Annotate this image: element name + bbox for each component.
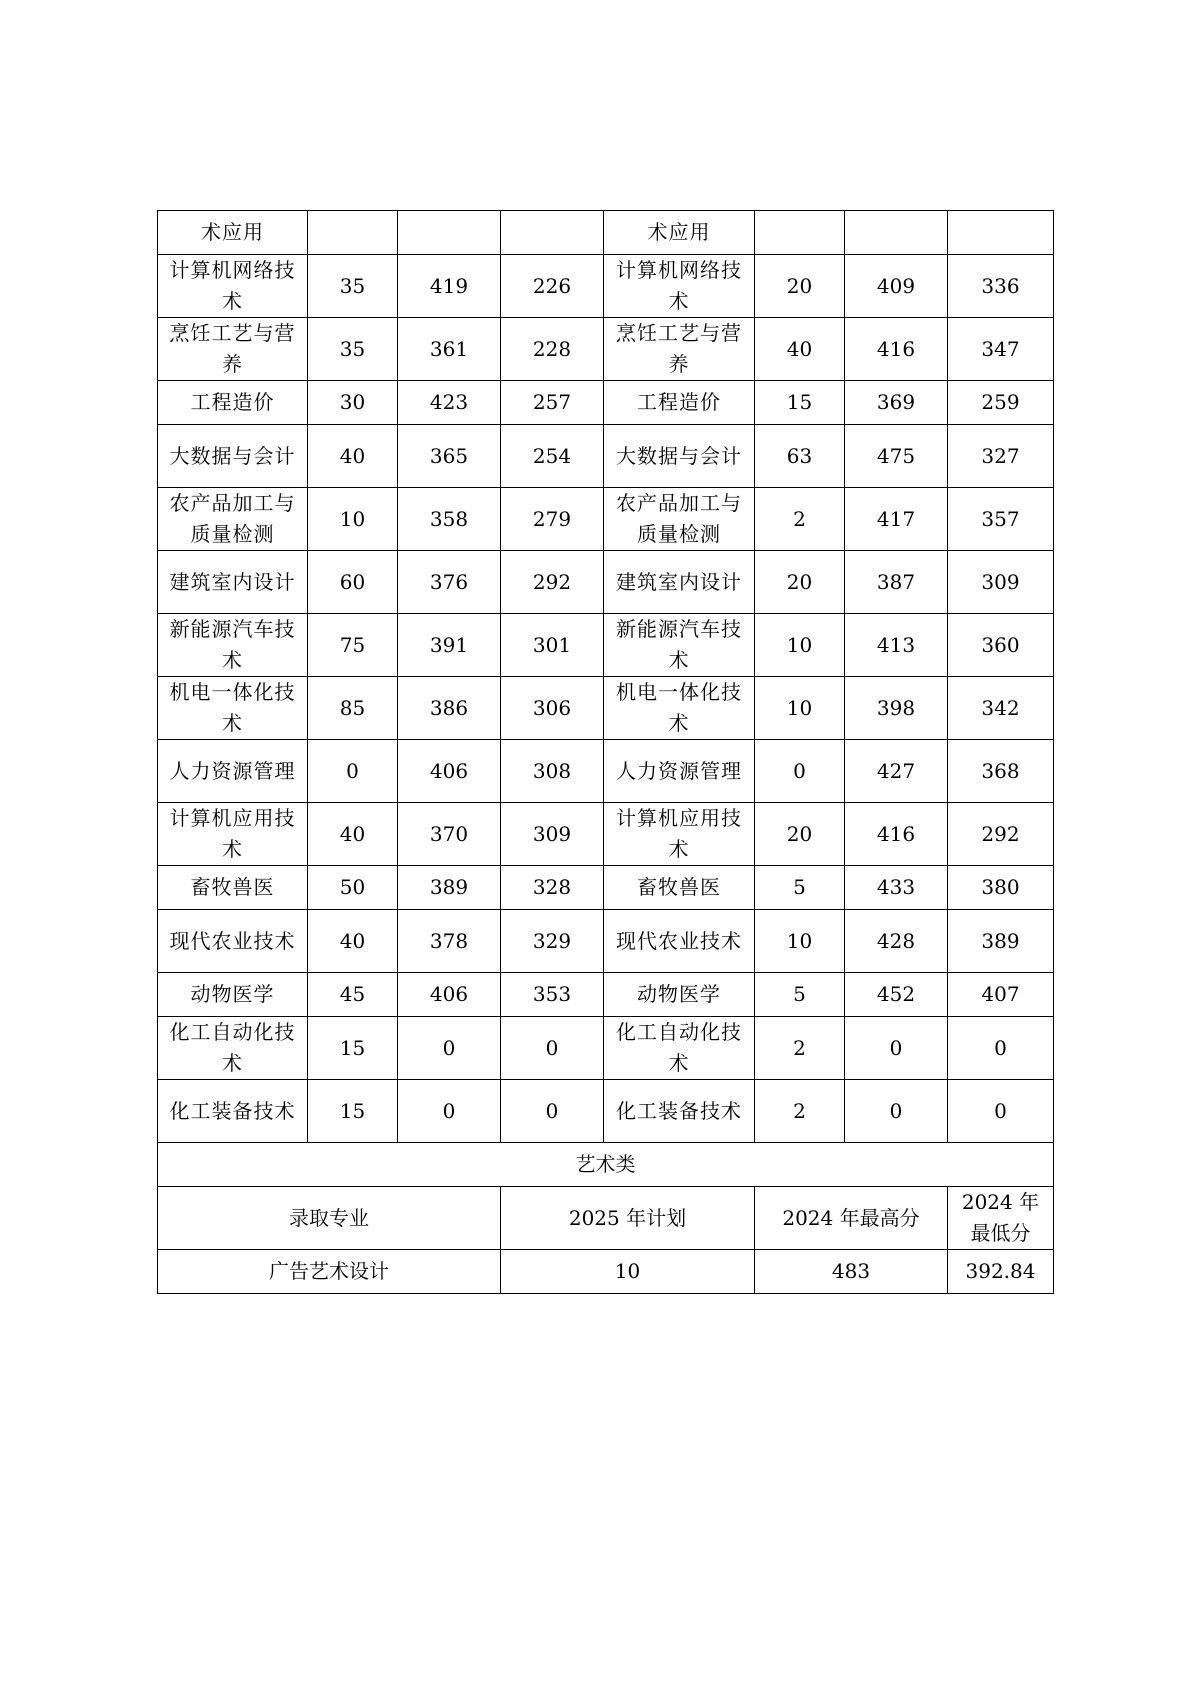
major-name-cell: 大数据与会计 <box>604 425 755 488</box>
plan-cell: 5 <box>755 866 845 910</box>
max-score-cell: 370 <box>398 803 501 866</box>
major-name-cell: 新能源汽车技术 <box>604 614 755 677</box>
major-name-cell: 畜牧兽医 <box>604 866 755 910</box>
max-score-cell: 378 <box>398 910 501 973</box>
plan-cell: 50 <box>308 866 398 910</box>
min-score-cell: 259 <box>948 381 1054 425</box>
plan-cell: 15 <box>308 1080 398 1143</box>
min-score-cell: 0 <box>501 1080 604 1143</box>
min-score-cell: 279 <box>501 488 604 551</box>
plan-cell: 75 <box>308 614 398 677</box>
plan-cell: 15 <box>755 381 845 425</box>
plan-cell: 40 <box>308 803 398 866</box>
min-score-cell: 292 <box>501 551 604 614</box>
min-score-cell: 368 <box>948 740 1054 803</box>
max-score-cell: 376 <box>398 551 501 614</box>
plan-cell: 2 <box>755 488 845 551</box>
table-row <box>158 677 1054 740</box>
max-score-cell: 398 <box>845 677 948 740</box>
major-name-cell: 建筑室内设计 <box>604 551 755 614</box>
min-score-cell: 357 <box>948 488 1054 551</box>
table-row <box>158 614 1054 677</box>
max-score-cell: 417 <box>845 488 948 551</box>
plan-cell <box>755 211 845 255</box>
plan-cell: 20 <box>755 255 845 318</box>
min-score-cell: 392.84 <box>948 1250 1054 1294</box>
max-score-cell: 427 <box>845 740 948 803</box>
table-row <box>158 866 1054 910</box>
plan-cell <box>308 211 398 255</box>
max-score-cell: 423 <box>398 381 501 425</box>
min-score-cell: 353 <box>501 973 604 1017</box>
max-score-cell: 419 <box>398 255 501 318</box>
max-score-cell: 433 <box>845 866 948 910</box>
header-max: 2024 年最高分 <box>755 1187 948 1250</box>
plan-cell: 30 <box>308 381 398 425</box>
max-score-cell: 413 <box>845 614 948 677</box>
table-row <box>158 910 1054 973</box>
plan-cell: 15 <box>308 1017 398 1080</box>
max-score-cell: 483 <box>755 1250 948 1294</box>
plan-cell: 35 <box>308 255 398 318</box>
table-row <box>158 318 1054 381</box>
table-row <box>158 1080 1054 1143</box>
min-score-cell: 254 <box>501 425 604 488</box>
major-name-cell: 工程造价 <box>158 381 308 425</box>
plan-cell: 10 <box>308 488 398 551</box>
major-name-cell: 建筑室内设计 <box>158 551 308 614</box>
major-name-cell: 术应用 <box>604 211 755 255</box>
admission-table-body <box>158 211 1054 1143</box>
min-score-cell <box>501 211 604 255</box>
major-name-cell: 广告艺术设计 <box>158 1250 501 1294</box>
max-score-cell: 416 <box>845 803 948 866</box>
header-row <box>158 1187 1054 1250</box>
max-score-cell: 365 <box>398 425 501 488</box>
major-name-cell: 计算机网络技术 <box>158 255 308 318</box>
major-name-cell: 术应用 <box>158 211 308 255</box>
plan-cell: 10 <box>755 910 845 973</box>
major-name-cell: 烹饪工艺与营养 <box>604 318 755 381</box>
major-name-cell: 农产品加工与质量检测 <box>604 488 755 551</box>
plan-cell: 10 <box>755 677 845 740</box>
header-plan: 2025 年计划 <box>501 1187 755 1250</box>
major-name-cell: 动物医学 <box>158 973 308 1017</box>
min-score-cell: 347 <box>948 318 1054 381</box>
major-name-cell: 大数据与会计 <box>158 425 308 488</box>
plan-cell: 5 <box>755 973 845 1017</box>
plan-cell: 63 <box>755 425 845 488</box>
major-name-cell: 人力资源管理 <box>604 740 755 803</box>
table-row <box>158 211 1054 255</box>
min-score-cell: 407 <box>948 973 1054 1017</box>
max-score-cell: 416 <box>845 318 948 381</box>
table-row <box>158 1250 1054 1294</box>
max-score-cell: 475 <box>845 425 948 488</box>
max-score-cell: 0 <box>398 1017 501 1080</box>
min-score-cell: 309 <box>948 551 1054 614</box>
min-score-cell: 292 <box>948 803 1054 866</box>
major-name-cell: 农产品加工与质量检测 <box>158 488 308 551</box>
plan-cell: 20 <box>755 551 845 614</box>
max-score-cell: 389 <box>398 866 501 910</box>
max-score-cell: 409 <box>845 255 948 318</box>
plan-cell: 35 <box>308 318 398 381</box>
min-score-cell: 389 <box>948 910 1054 973</box>
plan-cell: 2 <box>755 1080 845 1143</box>
min-score-cell: 380 <box>948 866 1054 910</box>
min-score-cell: 328 <box>501 866 604 910</box>
table-row <box>158 425 1054 488</box>
plan-cell: 20 <box>755 803 845 866</box>
header-min: 2024 年最低分 <box>948 1187 1054 1250</box>
table-row <box>158 381 1054 425</box>
table-row <box>158 740 1054 803</box>
table-row <box>158 551 1054 614</box>
plan-cell: 40 <box>755 318 845 381</box>
table-row <box>158 255 1054 318</box>
major-name-cell: 工程造价 <box>604 381 755 425</box>
plan-cell: 2 <box>755 1017 845 1080</box>
major-name-cell: 现代农业技术 <box>158 910 308 973</box>
min-score-cell: 336 <box>948 255 1054 318</box>
major-name-cell: 烹饪工艺与营养 <box>158 318 308 381</box>
min-score-cell: 0 <box>948 1017 1054 1080</box>
plan-cell: 10 <box>501 1250 755 1294</box>
min-score-cell: 329 <box>501 910 604 973</box>
header-major: 录取专业 <box>158 1187 501 1250</box>
min-score-cell: 0 <box>501 1017 604 1080</box>
min-score-cell: 308 <box>501 740 604 803</box>
major-name-cell: 计算机网络技术 <box>604 255 755 318</box>
section-title: 艺术类 <box>158 1143 1054 1187</box>
major-name-cell: 人力资源管理 <box>158 740 308 803</box>
min-score-cell: 228 <box>501 318 604 381</box>
min-score-cell: 301 <box>501 614 604 677</box>
major-name-cell: 新能源汽车技术 <box>158 614 308 677</box>
min-score-cell: 0 <box>948 1080 1054 1143</box>
table-row <box>158 803 1054 866</box>
major-name-cell: 化工装备技术 <box>604 1080 755 1143</box>
plan-cell: 85 <box>308 677 398 740</box>
min-score-cell: 342 <box>948 677 1054 740</box>
max-score-cell: 452 <box>845 973 948 1017</box>
plan-cell: 60 <box>308 551 398 614</box>
max-score-cell: 406 <box>398 973 501 1017</box>
major-name-cell: 机电一体化技术 <box>604 677 755 740</box>
min-score-cell <box>948 211 1054 255</box>
table-row <box>158 1017 1054 1080</box>
section-title-row <box>158 1143 1054 1187</box>
max-score-cell: 387 <box>845 551 948 614</box>
major-name-cell: 计算机应用技术 <box>158 803 308 866</box>
major-name-cell: 畜牧兽医 <box>158 866 308 910</box>
max-score-cell: 391 <box>398 614 501 677</box>
major-name-cell: 化工装备技术 <box>158 1080 308 1143</box>
plan-cell: 0 <box>755 740 845 803</box>
max-score-cell: 0 <box>845 1080 948 1143</box>
major-name-cell: 计算机应用技术 <box>604 803 755 866</box>
major-name-cell: 动物医学 <box>604 973 755 1017</box>
table-row <box>158 488 1054 551</box>
major-name-cell: 化工自动化技术 <box>158 1017 308 1080</box>
max-score-cell: 0 <box>398 1080 501 1143</box>
table-row <box>158 973 1054 1017</box>
max-score-cell: 369 <box>845 381 948 425</box>
max-score-cell <box>845 211 948 255</box>
plan-cell: 45 <box>308 973 398 1017</box>
major-name-cell: 现代农业技术 <box>604 910 755 973</box>
plan-cell: 10 <box>755 614 845 677</box>
major-name-cell: 化工自动化技术 <box>604 1017 755 1080</box>
max-score-cell: 358 <box>398 488 501 551</box>
min-score-cell: 226 <box>501 255 604 318</box>
major-name-cell: 机电一体化技术 <box>158 677 308 740</box>
admission-table <box>157 210 1054 1294</box>
plan-cell: 0 <box>308 740 398 803</box>
max-score-cell: 406 <box>398 740 501 803</box>
min-score-cell: 306 <box>501 677 604 740</box>
min-score-cell: 360 <box>948 614 1054 677</box>
max-score-cell: 361 <box>398 318 501 381</box>
max-score-cell <box>398 211 501 255</box>
max-score-cell: 428 <box>845 910 948 973</box>
min-score-cell: 327 <box>948 425 1054 488</box>
plan-cell: 40 <box>308 910 398 973</box>
max-score-cell: 0 <box>845 1017 948 1080</box>
art-section <box>158 1143 1054 1294</box>
plan-cell: 40 <box>308 425 398 488</box>
min-score-cell: 257 <box>501 381 604 425</box>
max-score-cell: 386 <box>398 677 501 740</box>
min-score-cell: 309 <box>501 803 604 866</box>
